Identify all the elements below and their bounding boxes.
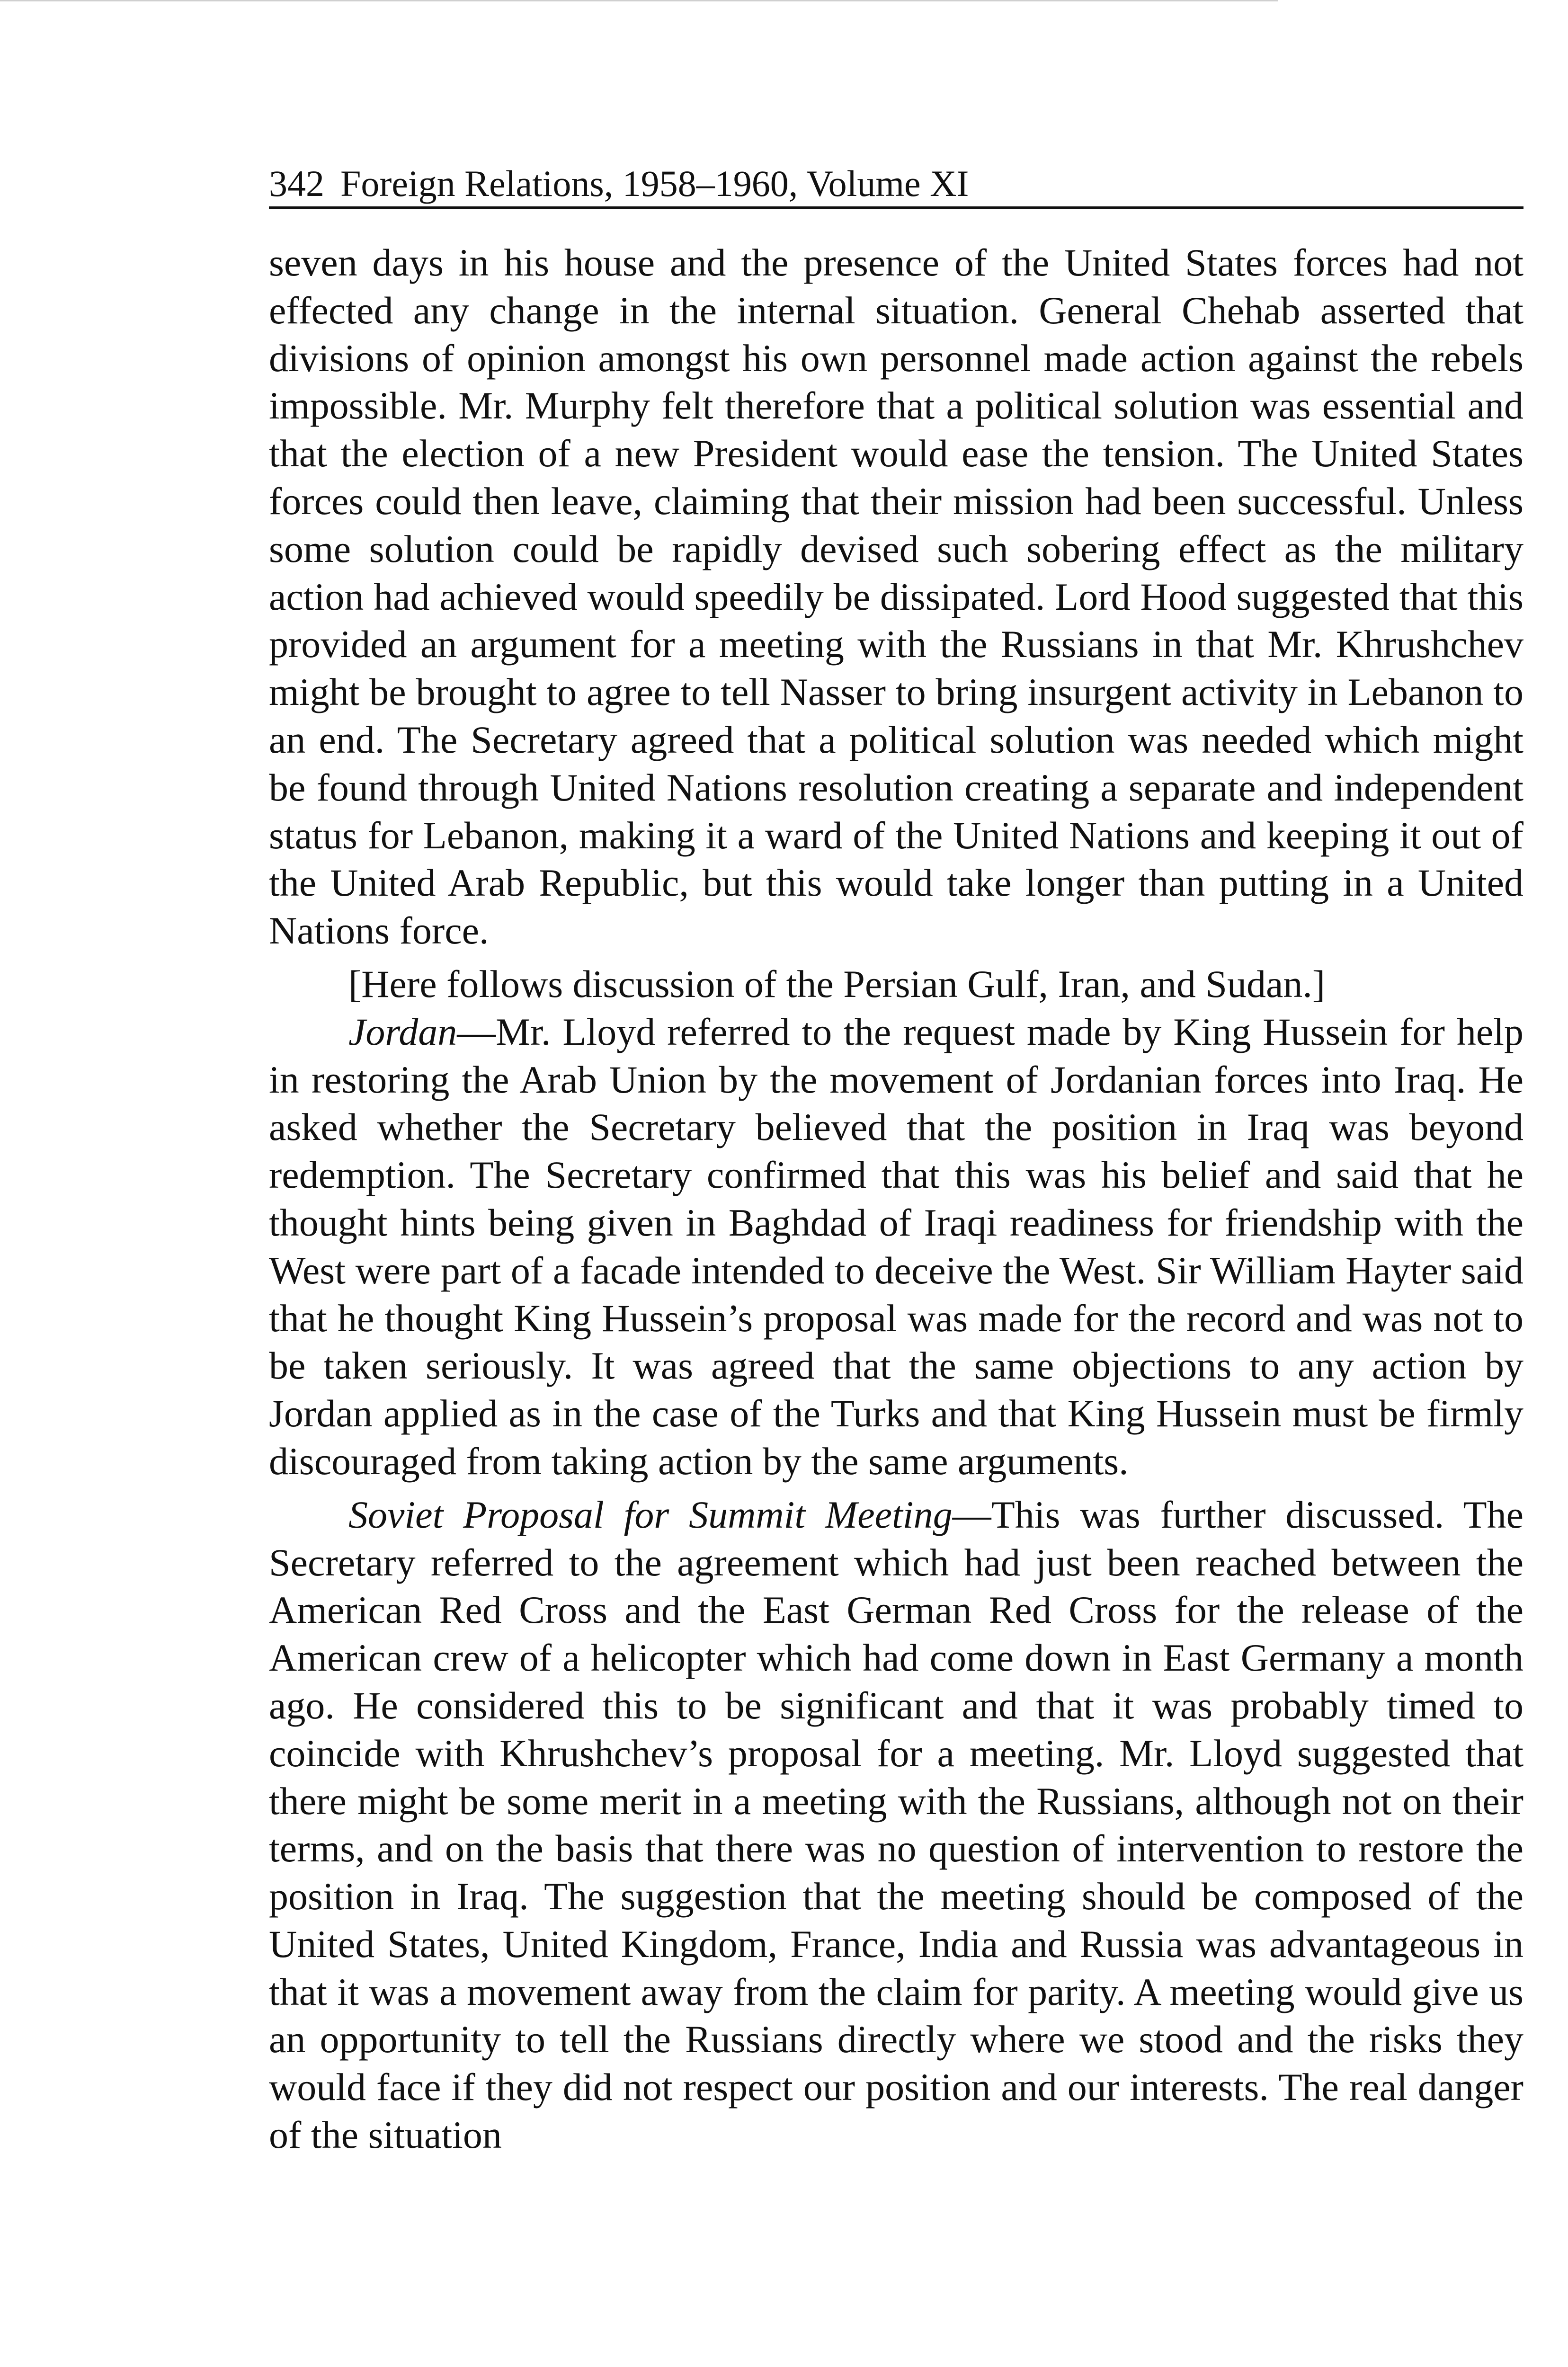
document-body: [269, 239, 1523, 2159]
jordan-heading: Jordan: [348, 1010, 457, 1053]
jordan-text: —Mr. Lloyd referred to the request made by King Hussein for help in restoring the Arab Union by the movement of Jordanian forces into Iraq. He asked whether the Secretary believed that the position in Iraq was beyond redemption. The Secretary confirmed that this was his belief and said that he thought hints being given in Baghdad of Iraqi readiness for friendship with the West were part of a facade intended to deceive the West. Sir William Hayter said that he thought King Hussein’s proposal was made for the record and was not to be taken seriously. It was agreed that the same objections to any action by Jordan applied as in the case of the Turks and that King Hussein must be firmly discouraged from taking action by the same arguments.: [269, 1010, 1523, 1483]
running-title: Foreign Relations, 1958–1960, Volume XI: [340, 163, 969, 204]
running-header: [269, 161, 1523, 209]
summit-text: —This was further discussed. The Secretary referred to the agreement which had just been reached between the American Red Cross and the East German Red Cross for the release of the American crew of a helicopter which had come down in East Germany a month ago. He considered this to be significant and that it was probably timed to coincide with Khrushchev’s proposal for a meeting. Mr. Lloyd suggested that there might be some merit in a meeting with the Russians, although not on their terms, and on the basis that there was no question of intervention to restore the position in Iraq. The suggestion that the meeting should be composed of the United States, United Kingdom, France, India and Russia was advantageous in that it was a movement away from the claim for parity. A meeting would give us an opportunity to tell the Russians directly where we stood and the risks they would face if they did not respect our position and our interests. The real danger of the situation: [269, 1493, 1523, 2157]
summit-paragraph: [269, 1491, 1523, 2159]
editorial-note: [Here follows discussion of the Persian Gulf, Iran, and Sudan.]: [348, 962, 1326, 1006]
jordan-paragraph: [269, 1008, 1523, 1486]
continued-paragraph: seven days in his house and the presence of the United States forces had not effected any change in the internal situation. General Chehab asserted that divisions of opinion amongst his own personnel made action against the rebels impossible. Mr. Murphy felt therefore that a political solution was essential and that the election of a new President would ease the tension. The United States forces could then leave, claiming that their mission had been successful. Unless some solution could be rapidly devised such sobering effect as the military action had achieved would speedily be dissipated. Lord Hood suggested that this provided an argument for a meeting with the Russians in that Mr. Khrushchev might be brought to agree to tell Nasser to bring insurgent activity in Lebanon to an end. The Secretary agreed that a political solution was needed which might be found through United Nations resolution creating a separate and independent status for Lebanon, making it a ward of the United Nations and keeping it out of the United Arab Republic, but this would take longer than putting in a United Nations force.: [269, 241, 1523, 952]
document-page: [269, 161, 1523, 2159]
page-number: 342: [269, 163, 324, 204]
summit-heading: Soviet Proposal for Summit Meeting: [348, 1493, 953, 1536]
top-edge-rule: [0, 0, 1278, 1]
